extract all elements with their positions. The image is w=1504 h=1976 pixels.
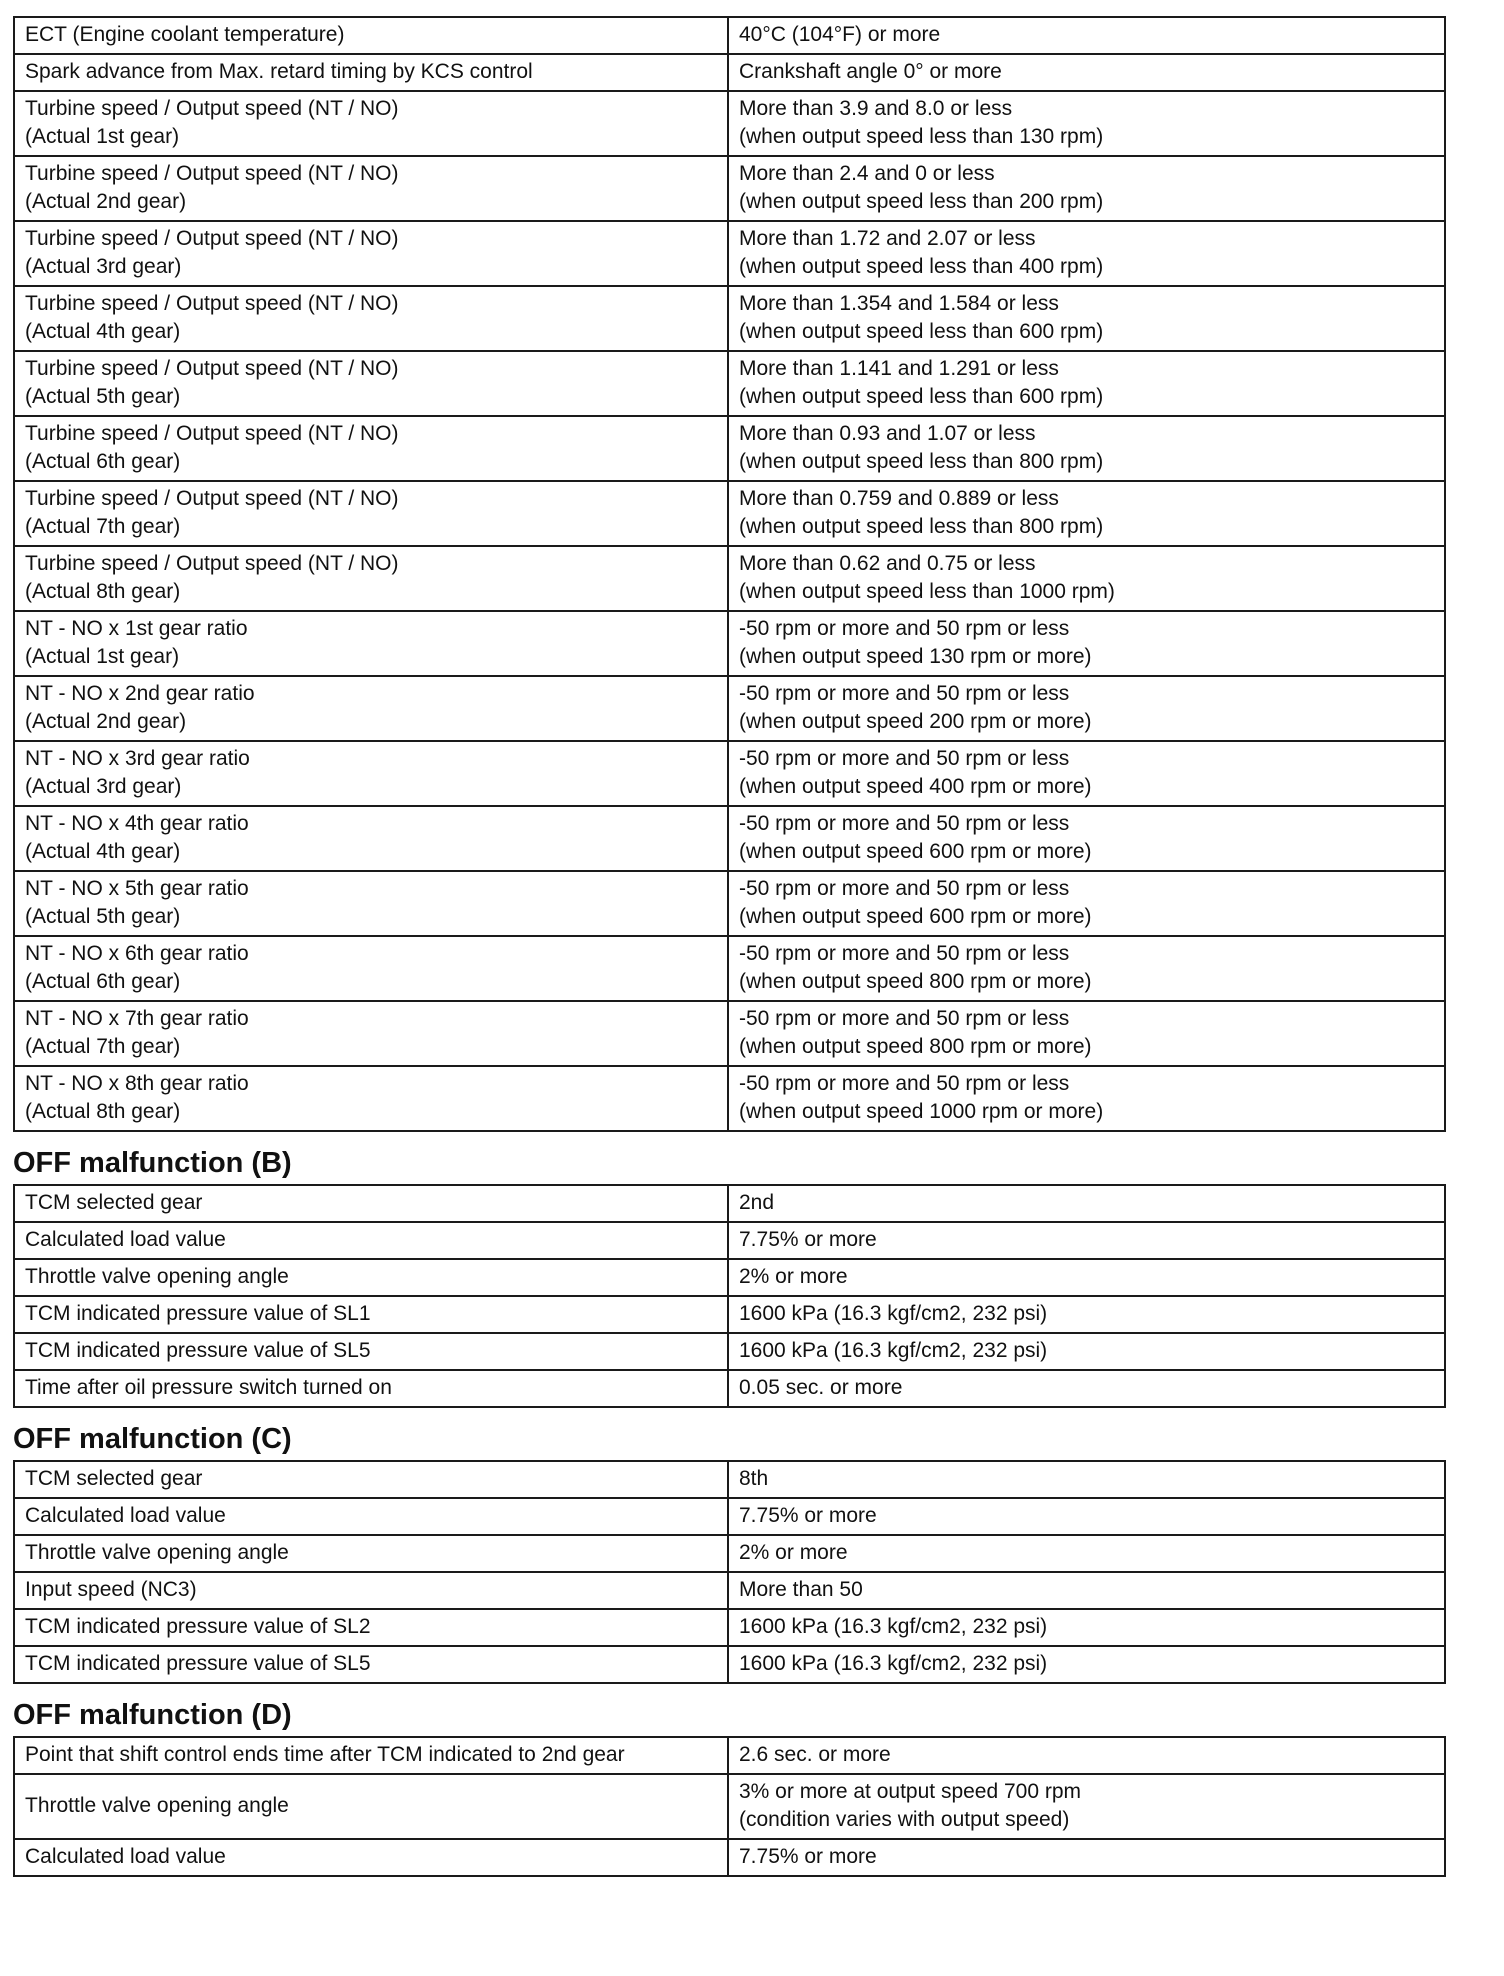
condition-value: 1600 kPa (16.3 kgf/cm2, 232 psi) <box>728 1609 1445 1646</box>
condition-value: More than 3.9 and 8.0 or less (when output speed less than 130 rpm) <box>728 91 1445 156</box>
table-row <box>14 416 1445 481</box>
condition-value: -50 rpm or more and 50 rpm or less (when output speed 800 rpm or more) <box>728 936 1445 1001</box>
condition-value: More than 2.4 and 0 or less (when output speed less than 200 rpm) <box>728 156 1445 221</box>
document-page <box>13 16 1444 1877</box>
condition-item: ECT (Engine coolant temperature) <box>14 17 728 54</box>
table-row <box>14 611 1445 676</box>
condition-item: TCM indicated pressure value of SL5 <box>14 1646 728 1683</box>
condition-value: More than 50 <box>728 1572 1445 1609</box>
table-row <box>14 17 1445 54</box>
section-heading: OFF malfunction (C) <box>13 1423 292 1455</box>
condition-value: 40°C (104°F) or more <box>728 17 1445 54</box>
condition-value: 0.05 sec. or more <box>728 1370 1445 1407</box>
condition-value: -50 rpm or more and 50 rpm or less (when output speed 600 rpm or more) <box>728 871 1445 936</box>
section-heading: OFF malfunction (B) <box>13 1147 292 1179</box>
table-row <box>14 741 1445 806</box>
section-table <box>13 1736 1446 1877</box>
condition-value: -50 rpm or more and 50 rpm or less (when output speed 800 rpm or more) <box>728 1001 1445 1066</box>
condition-item: NT - NO x 1st gear ratio (Actual 1st gear) <box>14 611 728 676</box>
condition-value: 7.75% or more <box>728 1839 1445 1876</box>
condition-value: 2% or more <box>728 1535 1445 1572</box>
table-row <box>14 1572 1445 1609</box>
table-row <box>14 156 1445 221</box>
condition-item: Point that shift control ends time after TCM indicated to 2nd gear <box>14 1737 728 1774</box>
condition-item: NT - NO x 5th gear ratio (Actual 5th gear) <box>14 871 728 936</box>
condition-item: Calculated load value <box>14 1498 728 1535</box>
condition-value: More than 1.141 and 1.291 or less (when output speed less than 600 rpm) <box>728 351 1445 416</box>
table-row <box>14 481 1445 546</box>
condition-value: More than 0.93 and 1.07 or less (when output speed less than 800 rpm) <box>728 416 1445 481</box>
table-row <box>14 1498 1445 1535</box>
condition-value: 1600 kPa (16.3 kgf/cm2, 232 psi) <box>728 1296 1445 1333</box>
table-row <box>14 546 1445 611</box>
table-row <box>14 1001 1445 1066</box>
table-row <box>14 1646 1445 1683</box>
condition-item: Time after oil pressure switch turned on <box>14 1370 728 1407</box>
condition-value: -50 rpm or more and 50 rpm or less (when output speed 400 rpm or more) <box>728 741 1445 806</box>
condition-item: Throttle valve opening angle <box>14 1259 728 1296</box>
condition-item: TCM selected gear <box>14 1185 728 1222</box>
condition-item: TCM indicated pressure value of SL1 <box>14 1296 728 1333</box>
condition-value: More than 1.72 and 2.07 or less (when output speed less than 400 rpm) <box>728 221 1445 286</box>
table-row <box>14 1839 1445 1876</box>
condition-item: TCM indicated pressure value of SL5 <box>14 1333 728 1370</box>
condition-item: NT - NO x 2nd gear ratio (Actual 2nd gear) <box>14 676 728 741</box>
table-row <box>14 1774 1445 1839</box>
table-row <box>14 1609 1445 1646</box>
condition-value: -50 rpm or more and 50 rpm or less (when output speed 200 rpm or more) <box>728 676 1445 741</box>
condition-item: NT - NO x 7th gear ratio (Actual 7th gear) <box>14 1001 728 1066</box>
table-row <box>14 54 1445 91</box>
table-row <box>14 351 1445 416</box>
table-row <box>14 1370 1445 1407</box>
condition-item: TCM selected gear <box>14 1461 728 1498</box>
condition-value: 1600 kPa (16.3 kgf/cm2, 232 psi) <box>728 1646 1445 1683</box>
table-row <box>14 1737 1445 1774</box>
table-row <box>14 936 1445 1001</box>
condition-item: Turbine speed / Output speed (NT / NO) (Actual 3rd gear) <box>14 221 728 286</box>
condition-value: -50 rpm or more and 50 rpm or less (when output speed 600 rpm or more) <box>728 806 1445 871</box>
table-row <box>14 1185 1445 1222</box>
condition-value: More than 0.62 and 0.75 or less (when output speed less than 1000 rpm) <box>728 546 1445 611</box>
condition-item: NT - NO x 3rd gear ratio (Actual 3rd gear) <box>14 741 728 806</box>
table-row <box>14 676 1445 741</box>
condition-item: Turbine speed / Output speed (NT / NO) (Actual 1st gear) <box>14 91 728 156</box>
table-row <box>14 1296 1445 1333</box>
condition-value: More than 0.759 and 0.889 or less (when output speed less than 800 rpm) <box>728 481 1445 546</box>
table-row <box>14 1259 1445 1296</box>
condition-item: TCM indicated pressure value of SL2 <box>14 1609 728 1646</box>
condition-item: NT - NO x 4th gear ratio (Actual 4th gear) <box>14 806 728 871</box>
condition-item: Turbine speed / Output speed (NT / NO) (Actual 6th gear) <box>14 416 728 481</box>
condition-item: Turbine speed / Output speed (NT / NO) (Actual 4th gear) <box>14 286 728 351</box>
condition-item: Turbine speed / Output speed (NT / NO) (Actual 7th gear) <box>14 481 728 546</box>
condition-value: 2.6 sec. or more <box>728 1737 1445 1774</box>
condition-value: -50 rpm or more and 50 rpm or less (when output speed 130 rpm or more) <box>728 611 1445 676</box>
section-table <box>13 1184 1446 1408</box>
condition-value: More than 1.354 and 1.584 or less (when output speed less than 600 rpm) <box>728 286 1445 351</box>
table-row <box>14 1461 1445 1498</box>
condition-value: 2% or more <box>728 1259 1445 1296</box>
condition-value: 3% or more at output speed 700 rpm (condition varies with output speed) <box>728 1774 1445 1839</box>
condition-item: Calculated load value <box>14 1222 728 1259</box>
table-row <box>14 806 1445 871</box>
condition-item: Spark advance from Max. retard timing by KCS control <box>14 54 728 91</box>
condition-item: NT - NO x 6th gear ratio (Actual 6th gear) <box>14 936 728 1001</box>
condition-item: Turbine speed / Output speed (NT / NO) (Actual 8th gear) <box>14 546 728 611</box>
condition-value: 1600 kPa (16.3 kgf/cm2, 232 psi) <box>728 1333 1445 1370</box>
condition-item: NT - NO x 8th gear ratio (Actual 8th gear) <box>14 1066 728 1131</box>
condition-item: Input speed (NC3) <box>14 1572 728 1609</box>
table-row <box>14 286 1445 351</box>
condition-value: 8th <box>728 1461 1445 1498</box>
condition-value: Crankshaft angle 0° or more <box>728 54 1445 91</box>
table-row <box>14 1066 1445 1131</box>
table-row <box>14 91 1445 156</box>
condition-item: Throttle valve opening angle <box>14 1535 728 1572</box>
section-heading: OFF malfunction (D) <box>13 1699 292 1731</box>
condition-item: Calculated load value <box>14 1839 728 1876</box>
condition-item: Turbine speed / Output speed (NT / NO) (Actual 2nd gear) <box>14 156 728 221</box>
table-row <box>14 221 1445 286</box>
section-table <box>13 1460 1446 1684</box>
table-row <box>14 871 1445 936</box>
condition-value: -50 rpm or more and 50 rpm or less (when output speed 1000 rpm or more) <box>728 1066 1445 1131</box>
condition-item: Throttle valve opening angle <box>14 1774 728 1839</box>
condition-value: 7.75% or more <box>728 1498 1445 1535</box>
condition-item: Turbine speed / Output speed (NT / NO) (Actual 5th gear) <box>14 351 728 416</box>
table-row <box>14 1222 1445 1259</box>
malfunction-sections <box>13 1146 1444 1877</box>
top-condition-table <box>13 16 1446 1132</box>
condition-value: 7.75% or more <box>728 1222 1445 1259</box>
table-row <box>14 1333 1445 1370</box>
condition-value: 2nd <box>728 1185 1445 1222</box>
table-row <box>14 1535 1445 1572</box>
